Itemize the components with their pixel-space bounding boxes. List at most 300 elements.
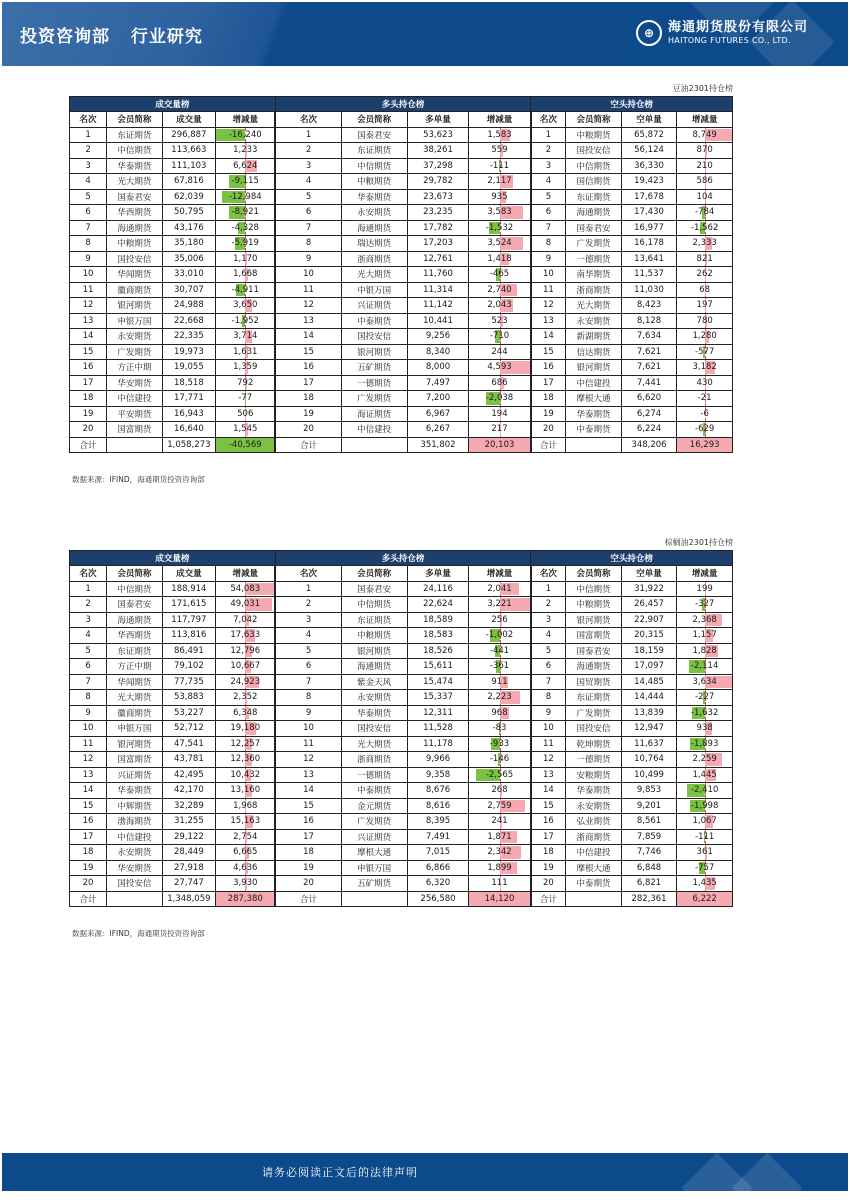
change-cell bbox=[469, 267, 531, 283]
change-cell bbox=[469, 360, 531, 376]
change-cell bbox=[216, 127, 276, 143]
member-cell: 瑞达期货 bbox=[341, 236, 407, 252]
member-cell: 国泰君安 bbox=[341, 127, 407, 143]
quantity-cell: 11,030 bbox=[621, 282, 677, 298]
member-cell: 中信建投 bbox=[107, 829, 163, 845]
rank-cell: 1 bbox=[70, 581, 107, 597]
change-value: -1,952 bbox=[231, 315, 259, 326]
palm-oil-position-table bbox=[69, 538, 733, 907]
member-cell: 东证期货 bbox=[107, 643, 163, 659]
member-cell: 银河期货 bbox=[107, 736, 163, 752]
change-cell bbox=[677, 628, 733, 644]
change-value: 3,524 bbox=[487, 238, 512, 249]
rank-cell: 11 bbox=[275, 282, 341, 298]
member-cell: 国富期货 bbox=[107, 752, 163, 768]
rank-cell: 4 bbox=[70, 628, 107, 644]
group-header: 成交量榜 bbox=[70, 97, 276, 112]
quantity-cell: 33,010 bbox=[162, 267, 216, 283]
change-value: 2,043 bbox=[487, 300, 512, 311]
change-cell bbox=[677, 375, 733, 391]
member-cell: 渤海期货 bbox=[107, 814, 163, 830]
change-value: -2,114 bbox=[690, 661, 719, 672]
rank-cell: 13 bbox=[531, 313, 566, 329]
change-value: -2,038 bbox=[485, 393, 514, 404]
change-value: 1,359 bbox=[233, 362, 258, 373]
member-cell: 兴证期货 bbox=[107, 767, 163, 783]
change-cell bbox=[469, 158, 531, 174]
change-cell bbox=[677, 612, 733, 628]
rank-cell: 8 bbox=[531, 236, 566, 252]
change-value: 8,749 bbox=[692, 129, 717, 140]
quantity-cell: 62,039 bbox=[162, 189, 216, 205]
total-label: 合计 bbox=[275, 891, 341, 907]
column-header: 名次 bbox=[531, 112, 566, 128]
rank-cell: 17 bbox=[70, 829, 107, 845]
column-header: 名次 bbox=[70, 112, 107, 128]
change-cell bbox=[216, 876, 276, 892]
table-row bbox=[70, 143, 733, 159]
change-value: -6 bbox=[700, 408, 709, 419]
change-value: -1,893 bbox=[690, 738, 719, 749]
change-value: 361 bbox=[696, 847, 713, 858]
member-cell: 银河期货 bbox=[566, 360, 622, 376]
change-value: 194 bbox=[491, 408, 508, 419]
change-cell bbox=[216, 643, 276, 659]
rank-cell: 4 bbox=[275, 174, 341, 190]
rank-cell: 20 bbox=[531, 422, 566, 438]
quantity-cell: 11,760 bbox=[407, 267, 469, 283]
rank-cell: 12 bbox=[531, 752, 566, 768]
column-header: 会员简称 bbox=[107, 112, 163, 128]
change-value: 199 bbox=[696, 583, 713, 594]
change-cell bbox=[469, 127, 531, 143]
quantity-cell: 27,918 bbox=[162, 860, 216, 876]
change-cell bbox=[469, 422, 531, 438]
member-cell: 中粮期货 bbox=[341, 628, 407, 644]
change-value: 586 bbox=[696, 176, 713, 187]
member-cell: 一德期货 bbox=[341, 375, 407, 391]
change-value: 4,593 bbox=[487, 362, 512, 373]
change-value: -1,562 bbox=[690, 222, 719, 233]
total-change: 287,380 bbox=[216, 891, 276, 907]
change-cell bbox=[216, 282, 276, 298]
quantity-cell: 24,988 bbox=[162, 298, 216, 314]
rank-cell: 8 bbox=[275, 236, 341, 252]
change-cell bbox=[216, 391, 276, 407]
rank-cell: 9 bbox=[70, 705, 107, 721]
table-row bbox=[70, 767, 733, 783]
total-label: 合计 bbox=[70, 891, 107, 907]
change-value: 6,665 bbox=[233, 847, 258, 858]
change-value: -21 bbox=[697, 393, 712, 404]
change-value: 4,636 bbox=[233, 862, 258, 873]
member-cell: 光大期货 bbox=[341, 267, 407, 283]
rank-cell: 18 bbox=[531, 391, 566, 407]
change-cell bbox=[677, 798, 733, 814]
member-cell: 中信期货 bbox=[341, 597, 407, 613]
change-value: -77 bbox=[238, 393, 253, 404]
quantity-cell: 6,267 bbox=[407, 422, 469, 438]
member-cell: 一德期货 bbox=[566, 752, 622, 768]
change-value: 911 bbox=[491, 676, 508, 687]
member-cell: 紫金天风 bbox=[341, 674, 407, 690]
total-change: 14,120 bbox=[469, 891, 531, 907]
change-cell bbox=[677, 597, 733, 613]
quantity-cell: 11,142 bbox=[407, 298, 469, 314]
change-value: 870 bbox=[696, 145, 713, 156]
quantity-cell: 113,816 bbox=[162, 628, 216, 644]
quantity-cell: 9,853 bbox=[621, 783, 677, 799]
quantity-cell: 6,967 bbox=[407, 406, 469, 422]
member-cell: 银河期货 bbox=[566, 612, 622, 628]
change-value: 2,117 bbox=[487, 176, 512, 187]
member-cell: 中信期货 bbox=[341, 158, 407, 174]
quantity-cell: 22,907 bbox=[621, 612, 677, 628]
change-cell bbox=[469, 674, 531, 690]
member-cell: 永安期货 bbox=[566, 798, 622, 814]
member-cell: 广发期货 bbox=[341, 814, 407, 830]
change-value: 3,583 bbox=[487, 207, 512, 218]
rank-cell: 16 bbox=[70, 814, 107, 830]
empty-cell bbox=[107, 891, 163, 907]
change-cell bbox=[216, 205, 276, 221]
change-value: 13,160 bbox=[230, 785, 261, 796]
empty-cell bbox=[566, 891, 622, 907]
change-value: -2,565 bbox=[485, 769, 514, 780]
rank-cell: 5 bbox=[70, 643, 107, 659]
rank-cell: 19 bbox=[531, 860, 566, 876]
rank-cell: 17 bbox=[275, 829, 341, 845]
rank-cell: 9 bbox=[70, 251, 107, 267]
rank-cell: 16 bbox=[531, 814, 566, 830]
total-quantity: 1,058,273 bbox=[162, 437, 216, 453]
change-cell bbox=[216, 736, 276, 752]
rank-cell: 9 bbox=[531, 251, 566, 267]
total-change: -40,569 bbox=[216, 437, 276, 453]
haitong-logo-icon: ⊕ bbox=[636, 20, 662, 46]
quantity-cell: 11,637 bbox=[621, 736, 677, 752]
table-row bbox=[70, 344, 733, 360]
quantity-cell: 6,274 bbox=[621, 406, 677, 422]
change-cell bbox=[469, 391, 531, 407]
member-cell: 申银万国 bbox=[341, 860, 407, 876]
change-value: 686 bbox=[491, 377, 508, 388]
rank-cell: 15 bbox=[70, 344, 107, 360]
rank-cell: 4 bbox=[70, 174, 107, 190]
column-header: 会员简称 bbox=[566, 112, 622, 128]
rank-cell: 9 bbox=[531, 705, 566, 721]
change-cell bbox=[469, 845, 531, 861]
change-value: 12,257 bbox=[230, 738, 261, 749]
quantity-cell: 12,311 bbox=[407, 705, 469, 721]
rank-cell: 18 bbox=[275, 845, 341, 861]
change-value: 1,418 bbox=[487, 253, 512, 264]
change-cell bbox=[469, 375, 531, 391]
table-caption: 棕榈油2301持仓榜 bbox=[664, 538, 733, 547]
quantity-cell: 47,541 bbox=[162, 736, 216, 752]
change-cell bbox=[469, 612, 531, 628]
change-value: 1,435 bbox=[692, 878, 717, 889]
column-header: 增减量 bbox=[469, 566, 531, 582]
member-cell: 摩根大通 bbox=[566, 391, 622, 407]
column-header: 名次 bbox=[275, 566, 341, 582]
group-header: 成交量榜 bbox=[70, 551, 276, 566]
change-cell bbox=[677, 298, 733, 314]
quantity-cell: 11,537 bbox=[621, 267, 677, 283]
change-value: -757 bbox=[695, 862, 715, 873]
quantity-cell: 35,006 bbox=[162, 251, 216, 267]
rank-cell: 1 bbox=[275, 581, 341, 597]
rank-cell: 20 bbox=[275, 422, 341, 438]
member-cell: 海通期货 bbox=[107, 220, 163, 236]
quantity-cell: 7,497 bbox=[407, 375, 469, 391]
change-cell bbox=[677, 158, 733, 174]
quantity-cell: 17,430 bbox=[621, 205, 677, 221]
rank-cell: 9 bbox=[275, 251, 341, 267]
rank-cell: 10 bbox=[531, 721, 566, 737]
rank-cell: 3 bbox=[70, 158, 107, 174]
change-cell bbox=[216, 174, 276, 190]
quantity-cell: 12,947 bbox=[621, 721, 677, 737]
total-quantity: 351,802 bbox=[407, 437, 469, 453]
member-cell: 海通期货 bbox=[341, 220, 407, 236]
change-value: 197 bbox=[696, 300, 713, 311]
rank-cell: 7 bbox=[70, 674, 107, 690]
quantity-cell: 37,298 bbox=[407, 158, 469, 174]
table-row bbox=[70, 612, 733, 628]
quantity-cell: 188,914 bbox=[162, 581, 216, 597]
member-cell: 永安期货 bbox=[341, 690, 407, 706]
change-value: 3,714 bbox=[233, 331, 258, 342]
member-cell: 国泰君安 bbox=[566, 643, 622, 659]
change-value: 1,583 bbox=[487, 129, 512, 140]
member-cell: 光大期货 bbox=[107, 174, 163, 190]
change-value: 2,342 bbox=[487, 847, 512, 858]
change-value: -4,911 bbox=[231, 284, 259, 295]
quantity-cell: 22,624 bbox=[407, 597, 469, 613]
member-cell: 广发期货 bbox=[566, 236, 622, 252]
change-value: 210 bbox=[696, 160, 713, 171]
member-cell: 永安期货 bbox=[341, 205, 407, 221]
member-cell: 东证期货 bbox=[341, 143, 407, 159]
member-cell: 国泰君安 bbox=[107, 189, 163, 205]
change-value: 1,899 bbox=[487, 862, 512, 873]
rank-cell: 5 bbox=[531, 643, 566, 659]
source-note-2: 数据来源：IFIND，海通期货投资咨询部 bbox=[72, 929, 205, 938]
change-value: 2,759 bbox=[487, 800, 512, 811]
change-value: -16,240 bbox=[228, 129, 262, 140]
table-row bbox=[70, 298, 733, 314]
change-value: 12,360 bbox=[230, 754, 261, 765]
change-value: 2,333 bbox=[692, 238, 717, 249]
rank-cell: 8 bbox=[275, 690, 341, 706]
change-cell bbox=[469, 752, 531, 768]
rank-cell: 16 bbox=[531, 360, 566, 376]
quantity-cell: 42,495 bbox=[162, 767, 216, 783]
table-row bbox=[70, 690, 733, 706]
member-cell: 国投安信 bbox=[107, 251, 163, 267]
quantity-cell: 10,441 bbox=[407, 313, 469, 329]
member-cell: 金元期货 bbox=[341, 798, 407, 814]
member-cell: 东证期货 bbox=[107, 127, 163, 143]
member-cell: 中信期货 bbox=[566, 158, 622, 174]
rank-cell: 12 bbox=[275, 298, 341, 314]
change-value: -933 bbox=[489, 738, 510, 749]
change-cell bbox=[216, 829, 276, 845]
quantity-cell: 31,922 bbox=[621, 581, 677, 597]
change-value: -441 bbox=[489, 645, 510, 656]
quantity-cell: 17,678 bbox=[621, 189, 677, 205]
quantity-cell: 8,616 bbox=[407, 798, 469, 814]
change-value: 1,170 bbox=[233, 253, 258, 264]
change-cell bbox=[677, 127, 733, 143]
change-value: 104 bbox=[696, 191, 713, 202]
change-value: -111 bbox=[695, 831, 715, 842]
member-cell: 华泰期货 bbox=[566, 406, 622, 422]
change-value: -146 bbox=[489, 754, 510, 765]
change-value: -227 bbox=[695, 692, 715, 703]
member-cell: 中泰期货 bbox=[341, 313, 407, 329]
table-row bbox=[70, 360, 733, 376]
change-value: 1,067 bbox=[692, 816, 717, 827]
change-value: 15,163 bbox=[230, 816, 261, 827]
member-cell: 银河期货 bbox=[107, 298, 163, 314]
change-value: -111 bbox=[489, 160, 510, 171]
table-row bbox=[70, 329, 733, 345]
empty-cell bbox=[566, 437, 622, 453]
member-cell: 中粮期货 bbox=[566, 127, 622, 143]
quantity-cell: 28,449 bbox=[162, 845, 216, 861]
quantity-cell: 111,103 bbox=[162, 158, 216, 174]
member-cell: 华泰期货 bbox=[566, 783, 622, 799]
rank-cell: 3 bbox=[275, 612, 341, 628]
rank-cell: 3 bbox=[531, 612, 566, 628]
rank-cell: 7 bbox=[275, 220, 341, 236]
quantity-cell: 6,866 bbox=[407, 860, 469, 876]
member-cell: 国泰君安 bbox=[566, 220, 622, 236]
rank-cell: 14 bbox=[275, 329, 341, 345]
change-cell bbox=[469, 189, 531, 205]
quantity-cell: 8,676 bbox=[407, 783, 469, 799]
quantity-cell: 19,423 bbox=[621, 174, 677, 190]
quantity-cell: 8,000 bbox=[407, 360, 469, 376]
member-cell: 东证期货 bbox=[341, 612, 407, 628]
change-cell bbox=[216, 783, 276, 799]
change-cell bbox=[469, 313, 531, 329]
change-value: 559 bbox=[491, 145, 508, 156]
change-value: 24,923 bbox=[230, 676, 261, 687]
member-cell: 中信建投 bbox=[566, 845, 622, 861]
total-label: 合计 bbox=[70, 437, 107, 453]
change-value: 256 bbox=[491, 614, 508, 625]
quantity-cell: 113,663 bbox=[162, 143, 216, 159]
rank-cell: 16 bbox=[275, 814, 341, 830]
quantity-cell: 16,943 bbox=[162, 406, 216, 422]
quantity-cell: 6,821 bbox=[621, 876, 677, 892]
table-row bbox=[70, 581, 733, 597]
change-cell bbox=[469, 767, 531, 783]
logo-cn-text: 海通期货股份有限公司 bbox=[667, 20, 808, 35]
quantity-cell: 18,589 bbox=[407, 612, 469, 628]
change-value: 2,754 bbox=[233, 831, 258, 842]
member-cell: 永安期货 bbox=[107, 329, 163, 345]
quantity-cell: 56,124 bbox=[621, 143, 677, 159]
rank-cell: 14 bbox=[70, 329, 107, 345]
change-cell bbox=[677, 344, 733, 360]
change-value: 111 bbox=[491, 878, 508, 889]
quantity-cell: 16,977 bbox=[621, 220, 677, 236]
quantity-cell: 18,526 bbox=[407, 643, 469, 659]
rank-cell: 13 bbox=[70, 767, 107, 783]
change-cell bbox=[677, 360, 733, 376]
table-row bbox=[70, 375, 733, 391]
rank-cell: 5 bbox=[275, 643, 341, 659]
change-cell bbox=[469, 344, 531, 360]
change-cell bbox=[469, 282, 531, 298]
quantity-cell: 18,159 bbox=[621, 643, 677, 659]
rank-cell: 8 bbox=[531, 690, 566, 706]
change-value: -1,532 bbox=[485, 222, 514, 233]
decorative-diamond bbox=[732, 1153, 803, 1191]
member-cell: 五矿期货 bbox=[341, 360, 407, 376]
change-value: 780 bbox=[696, 315, 713, 326]
rank-cell: 6 bbox=[531, 659, 566, 675]
member-cell: 光大期货 bbox=[341, 736, 407, 752]
member-cell: 中信建投 bbox=[566, 375, 622, 391]
quantity-cell: 13,839 bbox=[621, 705, 677, 721]
quantity-cell: 31,255 bbox=[162, 814, 216, 830]
rank-cell: 20 bbox=[70, 876, 107, 892]
quantity-cell: 7,746 bbox=[621, 845, 677, 861]
member-cell: 海通期货 bbox=[566, 659, 622, 675]
rank-cell: 15 bbox=[531, 798, 566, 814]
table-row bbox=[70, 752, 733, 768]
rank-cell: 14 bbox=[531, 329, 566, 345]
rank-cell: 7 bbox=[70, 220, 107, 236]
total-label: 合计 bbox=[275, 437, 341, 453]
change-cell bbox=[469, 205, 531, 221]
change-value: 19,180 bbox=[230, 723, 261, 734]
change-cell bbox=[216, 690, 276, 706]
legal-disclaimer: 请务必阅读正文后的法律声明 bbox=[262, 1166, 418, 1179]
change-cell bbox=[216, 674, 276, 690]
change-value: -8,921 bbox=[231, 207, 259, 218]
rank-cell: 11 bbox=[531, 736, 566, 752]
quantity-cell: 11,528 bbox=[407, 721, 469, 737]
quantity-cell: 7,859 bbox=[621, 829, 677, 845]
logo-en-text: HAITONG FUTURES CO., LTD. bbox=[667, 36, 791, 45]
quantity-cell: 52,712 bbox=[162, 721, 216, 737]
change-cell bbox=[677, 845, 733, 861]
quantity-cell: 15,474 bbox=[407, 674, 469, 690]
table-row bbox=[70, 251, 733, 267]
change-value: 1,631 bbox=[233, 346, 258, 357]
change-cell bbox=[216, 845, 276, 861]
quantity-cell: 22,668 bbox=[162, 313, 216, 329]
total-label: 合计 bbox=[531, 437, 566, 453]
table-row bbox=[70, 876, 733, 892]
rank-cell: 19 bbox=[70, 860, 107, 876]
quantity-cell: 17,782 bbox=[407, 220, 469, 236]
change-value: 244 bbox=[491, 346, 508, 357]
change-value: 217 bbox=[491, 424, 508, 435]
change-cell bbox=[677, 721, 733, 737]
column-header: 增减量 bbox=[216, 112, 276, 128]
change-value: 1,545 bbox=[233, 424, 258, 435]
member-cell: 国投安信 bbox=[107, 876, 163, 892]
empty-cell bbox=[341, 891, 407, 907]
member-cell: 东证期货 bbox=[566, 690, 622, 706]
